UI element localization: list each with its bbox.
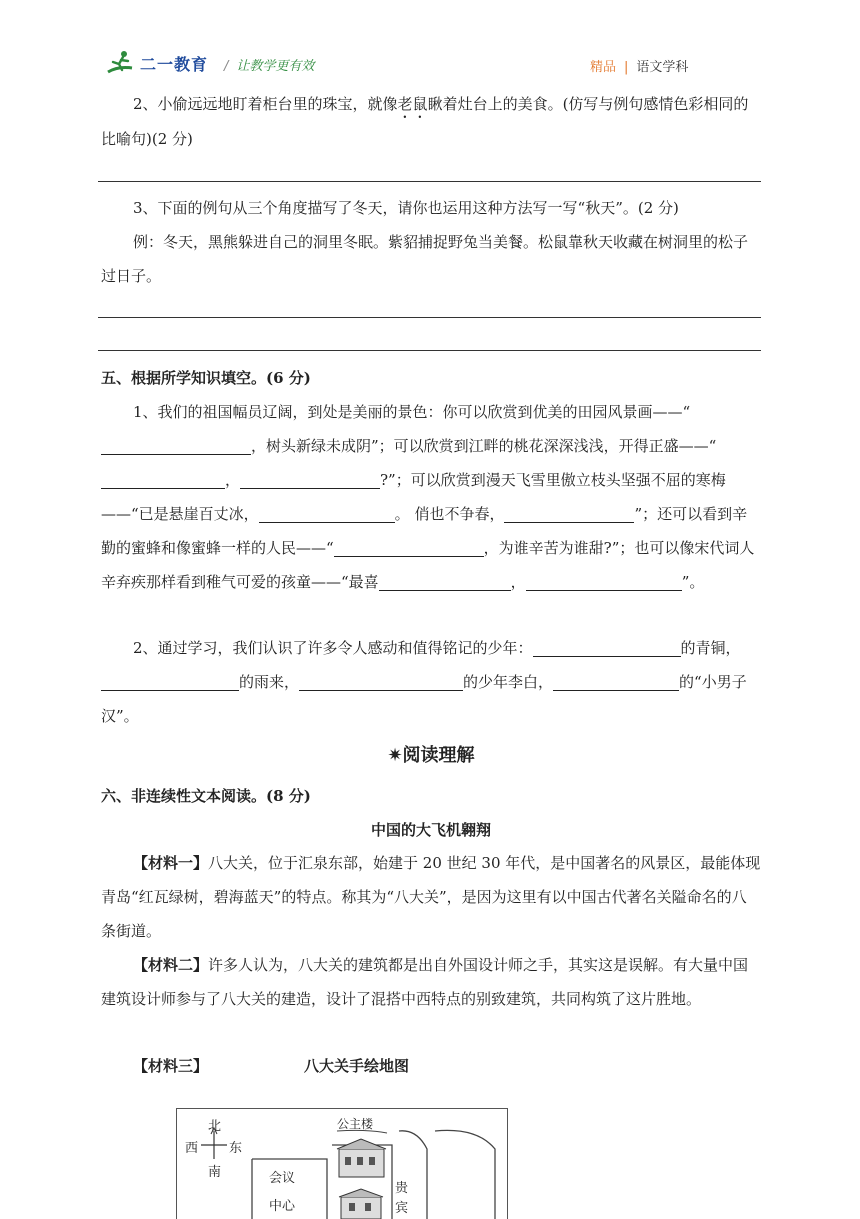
answer-line[interactable] xyxy=(98,350,761,351)
section-5-title: 五、根据所学知识填空。(6 分) xyxy=(101,369,311,387)
q2-text-pre: 2、小偷远远地盯着柜台里的珠宝，就像 xyxy=(133,95,398,113)
material-2-text: 许多人认为，八大关的建筑都是出自外国设计师之手，其实这是误解。有大量中国建筑设计师参与了八大关的建造，设计了混搭中西特点的别致建筑，共同构筑了这片胜地。 xyxy=(101,956,749,1008)
building-guibin-icon xyxy=(339,1189,383,1219)
material-1-text: 八大关，位于汇泉东部，始建于 20 世纪 30 年代，是中国著名的风景区，最能体现青岛“红瓦绿树，碧海蓝天”的特点。称其为“八大关”，是因为这里有以中国古代著名关隘命名的八条街道。 xyxy=(101,854,761,940)
slogan: / 让教学更有效 xyxy=(224,59,315,74)
map-east-label: 东 xyxy=(229,1141,243,1156)
fill-blank[interactable] xyxy=(299,672,463,691)
fill-blank[interactable] xyxy=(504,504,634,523)
material-1 xyxy=(101,846,761,948)
material-1-label: 【材料一】 xyxy=(133,854,209,872)
material-3 xyxy=(101,1049,761,1083)
question-3-example: 例：冬天，黑熊躲进自己的洞里冬眠。紫貂捕捉野兔当美餐。松鼠靠秋天收藏在树洞里的松子过日子。 xyxy=(101,233,749,285)
fill-blank[interactable] xyxy=(101,672,239,691)
map-caption: 八大关手绘地图 xyxy=(304,1057,410,1075)
fill-blank[interactable] xyxy=(553,672,679,691)
map-north-label: 北 xyxy=(208,1119,222,1134)
hand-drawn-map xyxy=(176,1108,508,1219)
map-label-gongzhulou: 公主楼 xyxy=(337,1117,374,1131)
fill-blank[interactable] xyxy=(533,638,681,657)
logo-text: 二一教育 xyxy=(140,54,209,74)
answer-line[interactable] xyxy=(98,181,761,182)
map-label-guibin-1: 贵 xyxy=(395,1181,409,1196)
slogan-text: 让教学更有效 xyxy=(236,59,315,74)
header-tags: 精品 | 语文学科 xyxy=(590,60,689,75)
article-title: 中国的大飞机翱翔 xyxy=(370,821,491,839)
q2-dotted-word: 老鼠 xyxy=(397,95,428,113)
fill-blank[interactable] xyxy=(334,538,484,557)
quality-tag: 精品 xyxy=(590,60,617,75)
reading-heading: ✷阅读理解 xyxy=(387,745,475,766)
map-label-guibin-2: 宾 xyxy=(395,1201,409,1216)
fill-blank[interactable] xyxy=(526,572,682,591)
map-south-label: 南 xyxy=(208,1165,222,1180)
fill-blank[interactable] xyxy=(259,504,395,523)
material-2 xyxy=(101,948,761,1016)
material-2-label: 【材料二】 xyxy=(133,956,209,974)
map-label-meeting-1: 会议 xyxy=(269,1171,296,1186)
question-2 xyxy=(101,87,761,156)
answer-line[interactable] xyxy=(98,317,761,318)
fill-blank[interactable] xyxy=(379,572,511,591)
map-west-label: 西 xyxy=(185,1141,199,1156)
section-5-question-1: 1、我们的祖国幅员辽阔，到处是美丽的景色：你可以欣赏到优美的田园风景画——“，树头新绿未成阴”；可以欣赏到江畔的桃花深深浅浅，开得正盛——“， ?”；可以欣赏到漫天飞雪里傲立枝头坚强不屈的寒梅——“已是悬崖百丈冰， 。 俏也不争春， ”；还可以看到辛勤的蜜蜂和像蜜蜂一样的人民——“ ，为谁辛苦为谁甜?”；也可以像宋代词人辛弃疾那样看到稚气可爱的孩童——“最喜 ， ”。 xyxy=(101,403,755,591)
section-5-question-2: 2、通过学习，我们认识了许多令人感动和值得铭记的少年： 的青铜，的雨来， 的少年李白， 的“小男子汉”。 xyxy=(101,639,747,725)
section-6-title: 六、非连续性文本阅读。(8 分) xyxy=(101,787,311,805)
subject-tag: 语文学科 xyxy=(636,60,689,75)
fill-blank[interactable] xyxy=(240,470,380,489)
question-3: 3、下面的例句从三个角度描写了冬天，请你也运用这种方法写一写“秋天”。(2 分) xyxy=(133,199,679,217)
q2-text-mid: 瞅着灶台上的美食。(仿写与例句感情色彩相同的比喻句)(2 分) xyxy=(101,95,749,148)
fill-blank[interactable] xyxy=(101,470,225,489)
page-header xyxy=(0,0,860,90)
runner-logo-icon xyxy=(104,48,136,78)
fill-blank[interactable] xyxy=(101,436,251,455)
map-label-meeting-2: 中心 xyxy=(269,1199,296,1214)
brand-logo xyxy=(104,48,208,78)
material-3-label: 【材料三】 xyxy=(133,1057,209,1075)
